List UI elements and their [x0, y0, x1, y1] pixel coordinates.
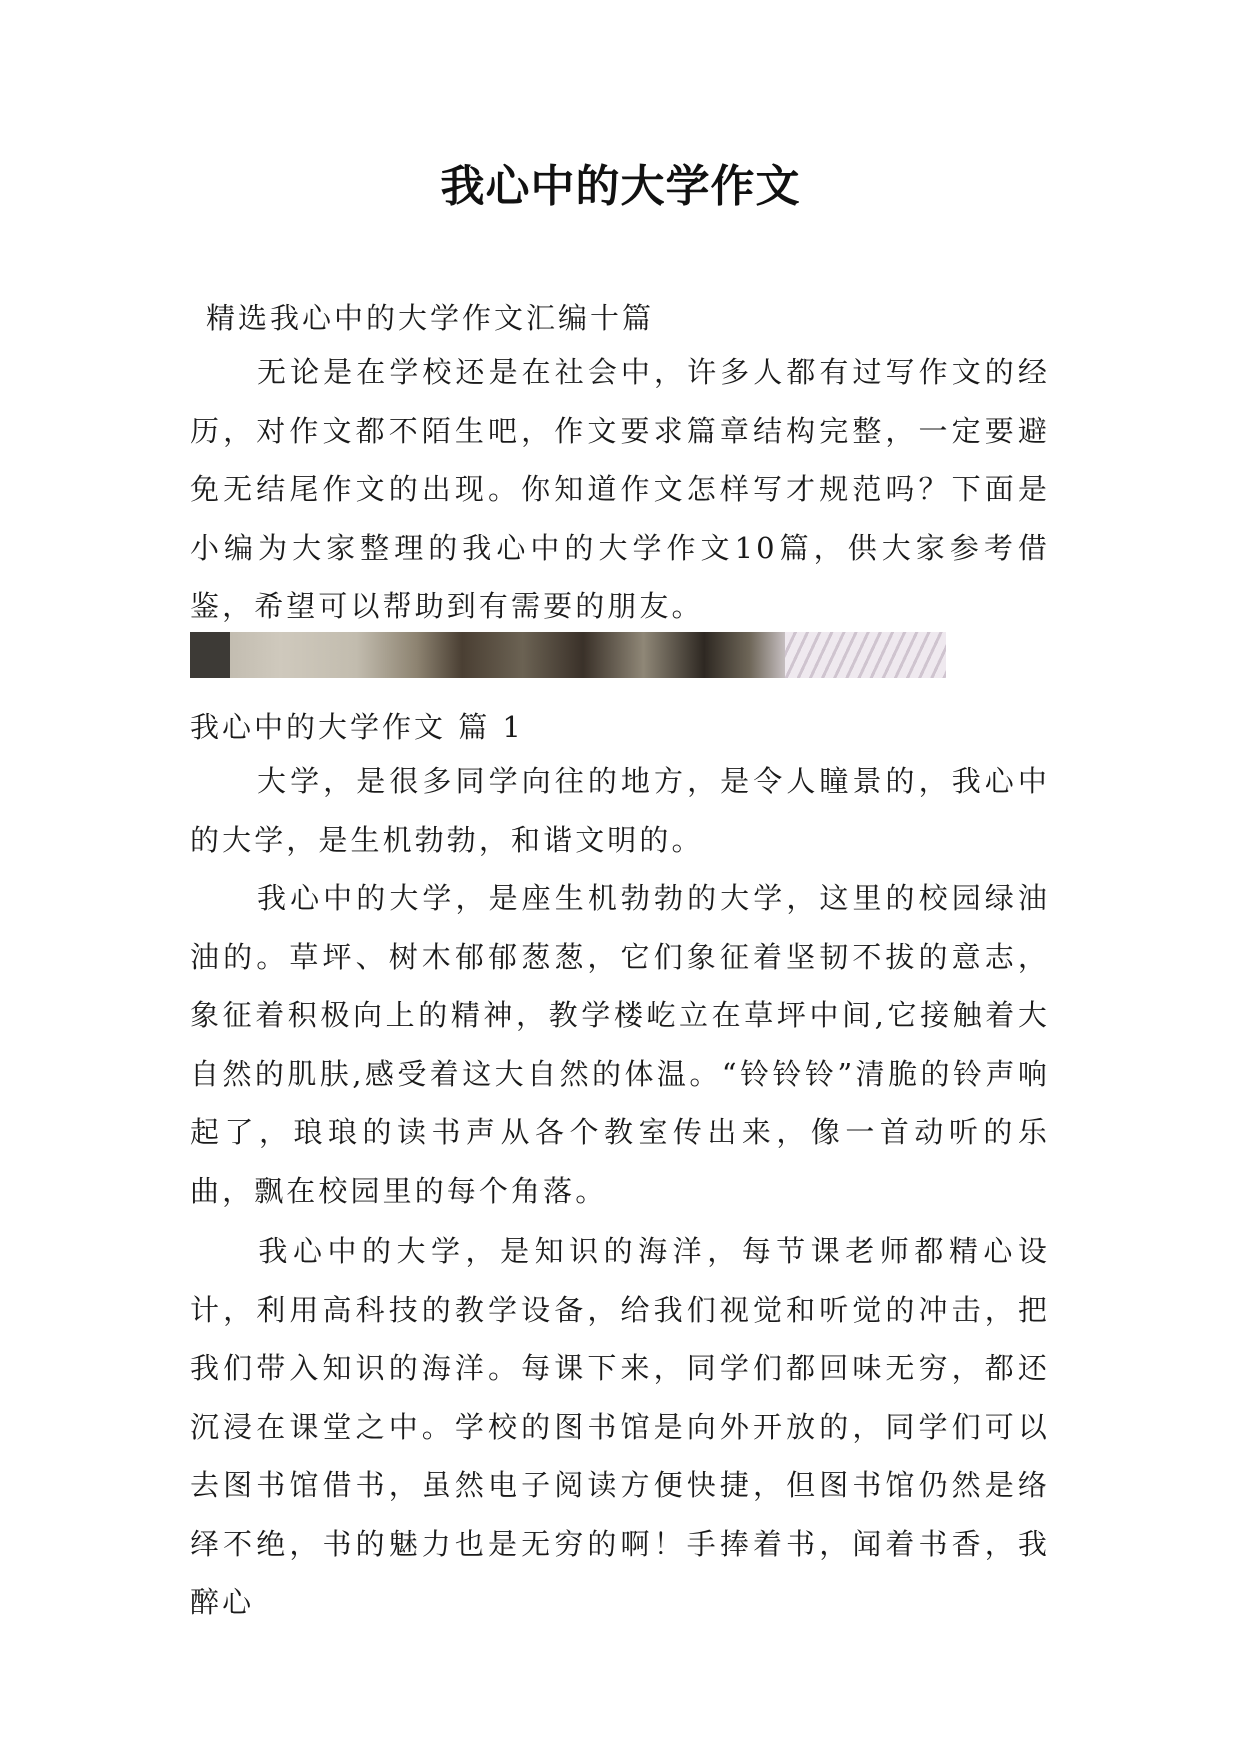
intro-paragraph [190, 343, 1050, 636]
document-subtitle: 精选我心中的大学作文汇编十篇 [206, 301, 655, 335]
intro-text: 无论是在学校还是在社会中，许多人都有过写作文的经历，对作文都不陌生吧，作文要求篇章结构完整，一定要避免无结尾作文的出现。你知道作文怎样写才规范吗？下面是小编为大家整理的我心中的大学作文10篇，供大家参考借鉴，希望可以帮助到有需要的朋友。 [190, 355, 1050, 623]
notebook-shape [785, 632, 946, 678]
body-paragraph-2 [190, 869, 1050, 1220]
paragraph-text: 我心中的大学，是座生机勃勃的大学，这里的校园绿油油的。草坪、树木郁郁葱葱，它们象征着坚韧不拔的意志，象征着积极向上的精神，教学楼屹立在草坪中间,它接触着大自然的肌肤,感受着这大自然的体温。“铃铃铃”清脆的铃声响起了，琅琅的读书声从各个教室传出来，像一首动听的乐曲，飘在校园里的每个角落。 [190, 881, 1050, 1208]
body-paragraph-3 [190, 1222, 1050, 1632]
document-title: 我心中的大学作文 [440, 161, 801, 212]
paragraph-text: 大学，是很多同学向往的地方，是令人瞳景的，我心中的大学，是生机勃勃，和谐文明的。 [190, 764, 1050, 857]
laptop-edge-shape [190, 632, 230, 678]
body-paragraph-1 [190, 752, 1050, 869]
paragraph-text: 我心中的大学，是知识的海洋，每节课老师都精心设计，利用高科技的教学设备，给我们视觉和听觉的冲击，把我们带入知识的海洋。每课下来，同学们都回味无穷，都还沉浸在课堂之中。学校的图书馆是向外开放的，同学们可以去图书馆借书，虽然电子阅读方便快捷，但图书馆仍然是络绎不绝，书的魅力也是无穷的啊！手捧着书，闻着书香，我醉心 [190, 1234, 1050, 1619]
section-heading: 我心中的大学作文 篇 1 [190, 710, 524, 744]
cropped-photo [190, 632, 946, 678]
